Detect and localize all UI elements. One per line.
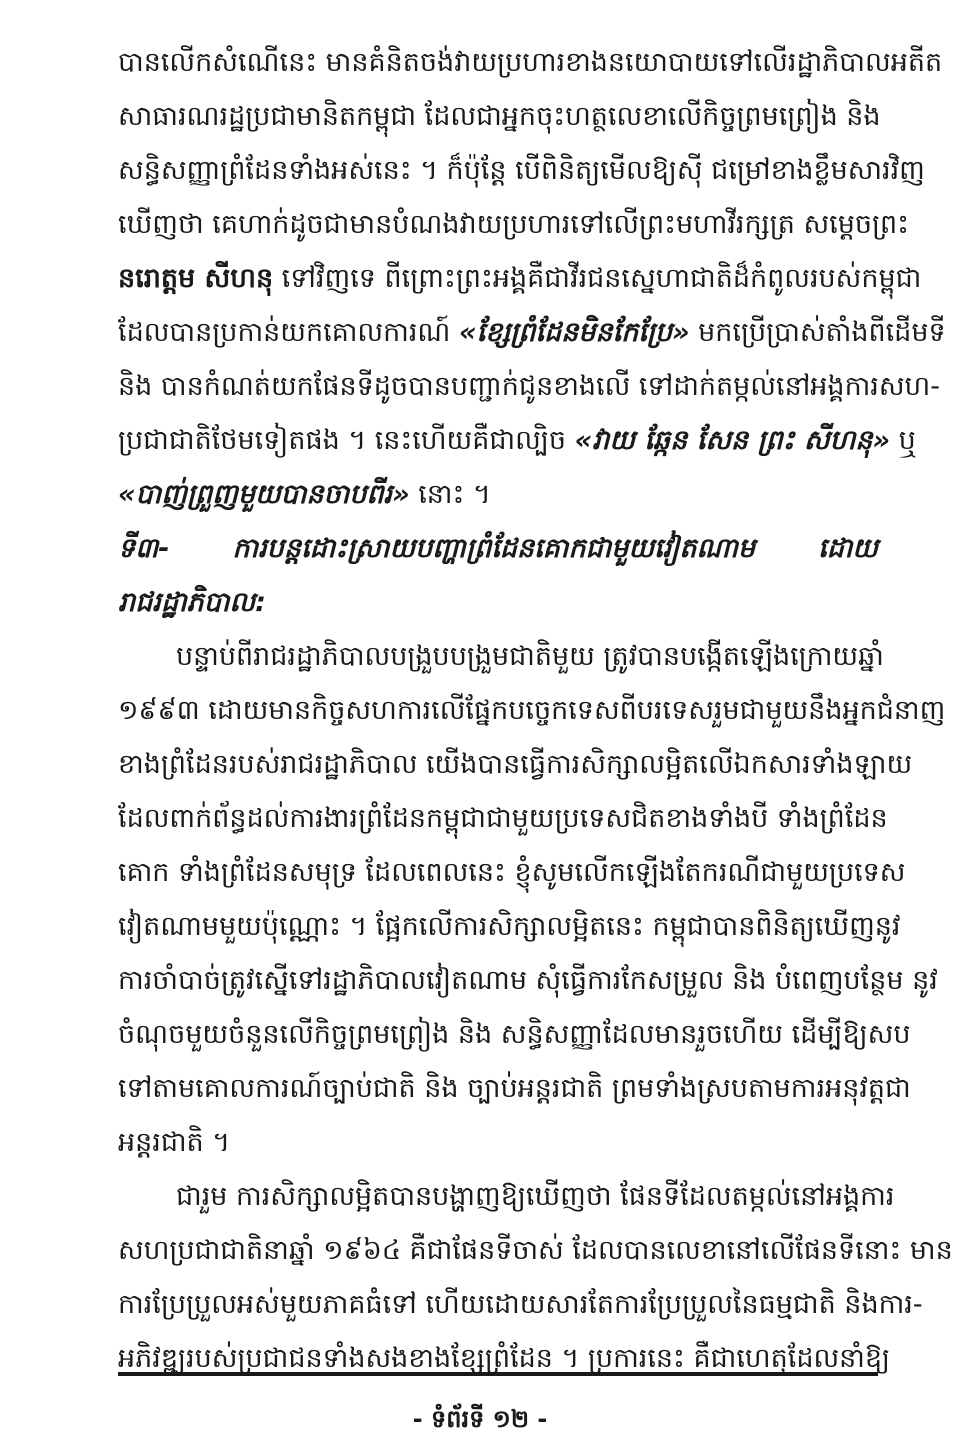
text-line	[118, 252, 922, 306]
text-run: ទៅវិញទេ ពីព្រោះព្រះអង្គគឺជាវីរជនស្នេហាជាតិដ៏កំពូលរបស់កម្ពុជា	[273, 263, 922, 294]
text-line	[118, 468, 878, 522]
paragraph-map-changes	[118, 1170, 953, 1386]
document-body	[118, 36, 953, 1386]
text-line	[118, 1278, 923, 1332]
section-heading	[118, 522, 878, 630]
text-line	[118, 414, 916, 468]
text-line	[118, 954, 938, 1008]
text-line	[118, 1332, 891, 1386]
paragraph-political-tactic	[118, 36, 946, 522]
text-run: វៀតណាមមួយប៉ុណ្ណោះ ។ ផ្អែកលើការសិក្សាលម្អិតនេះ កម្ពុជាបានពិនិត្យឃើញនូវ	[118, 911, 901, 942]
footer-divider	[118, 1372, 878, 1376]
text-run: ១៩៩៣ ដោយមានកិច្ចសហការលើផ្នែកបច្ចេកទេសពីបរទេសរួមជាមួយនឹងអ្នកជំនាញ	[118, 695, 946, 726]
emphasis-run: «ខ្សែព្រំដែនមិនកែប្រែ»	[458, 317, 690, 348]
text-run: អភិវឌ្ឍរបស់ប្រជាជនទាំងសងខាងខ្សែព្រំដែន ។ ប្រការនេះ គឺជាហេតុដែលនាំឱ្យ	[118, 1343, 891, 1374]
text-run: ការប្រែប្រួលអស់មួយភាគធំទៅ ហើយដោយសារតែការប្រែប្រួលនៃធម្មជាតិ និងការ-	[118, 1289, 923, 1320]
text-run: ជារួម ការសិក្សាលម្អិតបានបង្ហាញឱ្យឃើញថា ផែនទីដែលតម្កល់នៅអង្គការ	[176, 1181, 895, 1212]
text-run: សាធារណរដ្ឋប្រជាមានិតកម្ពុជា ដែលជាអ្នកចុះហត្ថលេខាលើកិច្ចព្រមព្រៀង និង	[118, 101, 881, 132]
text-line	[118, 684, 946, 738]
text-run: និង បានកំណត់យកផែនទីដូចបានបញ្ជាក់ជូនខាងលើ ទៅដាក់តម្កល់នៅអង្គការសហ-	[118, 371, 941, 402]
emphasis-run: នរោត្តម សីហនុ	[118, 263, 274, 294]
text-run: បន្ទាប់ពីរាជរដ្ឋាភិបាលបង្រួបបង្រួមជាតិមួយ ត្រូវបានបង្កើតឡើងក្រោយឆ្នាំ	[176, 641, 884, 672]
text-line	[118, 846, 906, 900]
emphasis-run: «បាញ់ព្រួញមួយបានចាបពីរ»	[118, 479, 410, 510]
paragraph-border-study	[118, 630, 946, 1170]
text-line	[118, 1116, 878, 1170]
text-line	[118, 1062, 911, 1116]
section-heading-line-2: រាជរដ្ឋាភិបាល:	[118, 587, 266, 618]
text-run: ប្រជាជាតិថែមទៀតផង ។ នេះហើយគឺជាល្បិច	[118, 425, 575, 456]
text-run: ឃើញថា គេហាក់ដូចជាមានបំណងវាយប្រហារទៅលើព្រះមហាវីរក្សត្រ សម្តេចព្រះ	[118, 209, 910, 240]
text-line	[118, 1008, 911, 1062]
text-line	[118, 144, 925, 198]
text-line	[118, 1170, 895, 1224]
text-run: ដែលបានប្រកាន់យកគោលការណ៍	[118, 317, 459, 348]
text-run: ខាងព្រំដែនរបស់រាជរដ្ឋាភិបាល យើងបានធ្វើការសិក្សាលម្អិតលើឯកសារទាំងឡាយ	[118, 749, 913, 780]
page-number: - ទំព័រទី ១២ -	[412, 1405, 548, 1433]
emphasis-run: «វាយ ឆ្កែន សែន ព្រះ សីហនុ»	[574, 425, 890, 456]
text-run: បានលើកសំណើនេះ មានគំនិតចង់វាយប្រហារខាងនយោបាយទៅលើរដ្ឋាភិបាលអតីត	[118, 47, 943, 78]
text-line	[118, 738, 913, 792]
text-run: សន្ធិសញ្ញាព្រំដែនទាំងអស់នេះ ។ ក៏ប៉ុន្តែ បើពិនិត្យមើលឱ្យស៊ី ជម្រៅខាងខ្លឹមសារវិញ	[118, 155, 925, 186]
text-line	[118, 90, 881, 144]
text-run: ការចាំបាច់ត្រូវស្នើទៅរដ្ឋាភិបាលវៀតណាម សុំធ្វើការកែសម្រួល និង បំពេញបន្ថែម នូវ	[118, 965, 938, 996]
text-run: សហប្រជាជាតិនាឆ្នាំ ១៩៦៤ គឺជាផែនទីចាស់ ដែលបានលេខានៅលើផែនទីនោះ មាន	[118, 1235, 953, 1266]
text-run: នោះ ។	[409, 479, 491, 510]
text-run: អន្តរជាតិ ។	[118, 1127, 231, 1158]
text-line	[118, 630, 884, 684]
text-run: ឬ	[890, 425, 916, 456]
text-run: ទៅតាមគោលការណ៍ច្បាប់ជាតិ និង ច្បាប់អន្តរជាតិ ព្រមទាំងស្របតាមការអនុវត្តជា	[118, 1073, 911, 1104]
text-line	[118, 198, 910, 252]
text-line	[118, 36, 943, 90]
text-line	[118, 306, 946, 360]
section-heading-line-1: ទី៣- ការបន្តដោះស្រាយបញ្ហាព្រំដែនគោកជាមួយវៀតណាម ដោយ	[118, 533, 878, 564]
text-run: មកប្រើប្រាស់តាំងពីដើមទី	[689, 317, 946, 348]
text-run: ចំណុចមួយចំនួនលើកិច្ចព្រមព្រៀង និង សន្ធិសញ្ញាដែលមានរួចហើយ ដើម្បីឱ្យសប	[118, 1019, 911, 1050]
text-line	[118, 1224, 953, 1278]
text-run: គោក ទាំងព្រំដែនសមុទ្រ ដែលពេលនេះ ខ្ញុំសូមលើកឡើងតែករណីជាមួយប្រទេស	[118, 857, 906, 888]
text-line	[118, 792, 888, 846]
text-line	[118, 360, 941, 414]
text-line	[118, 900, 901, 954]
text-run: ដែលពាក់ព័ន្ធដល់ការងារព្រំដែនកម្ពុជាជាមួយប្រទេសជិតខាងទាំងបី ទាំងព្រំដែន	[118, 803, 888, 834]
